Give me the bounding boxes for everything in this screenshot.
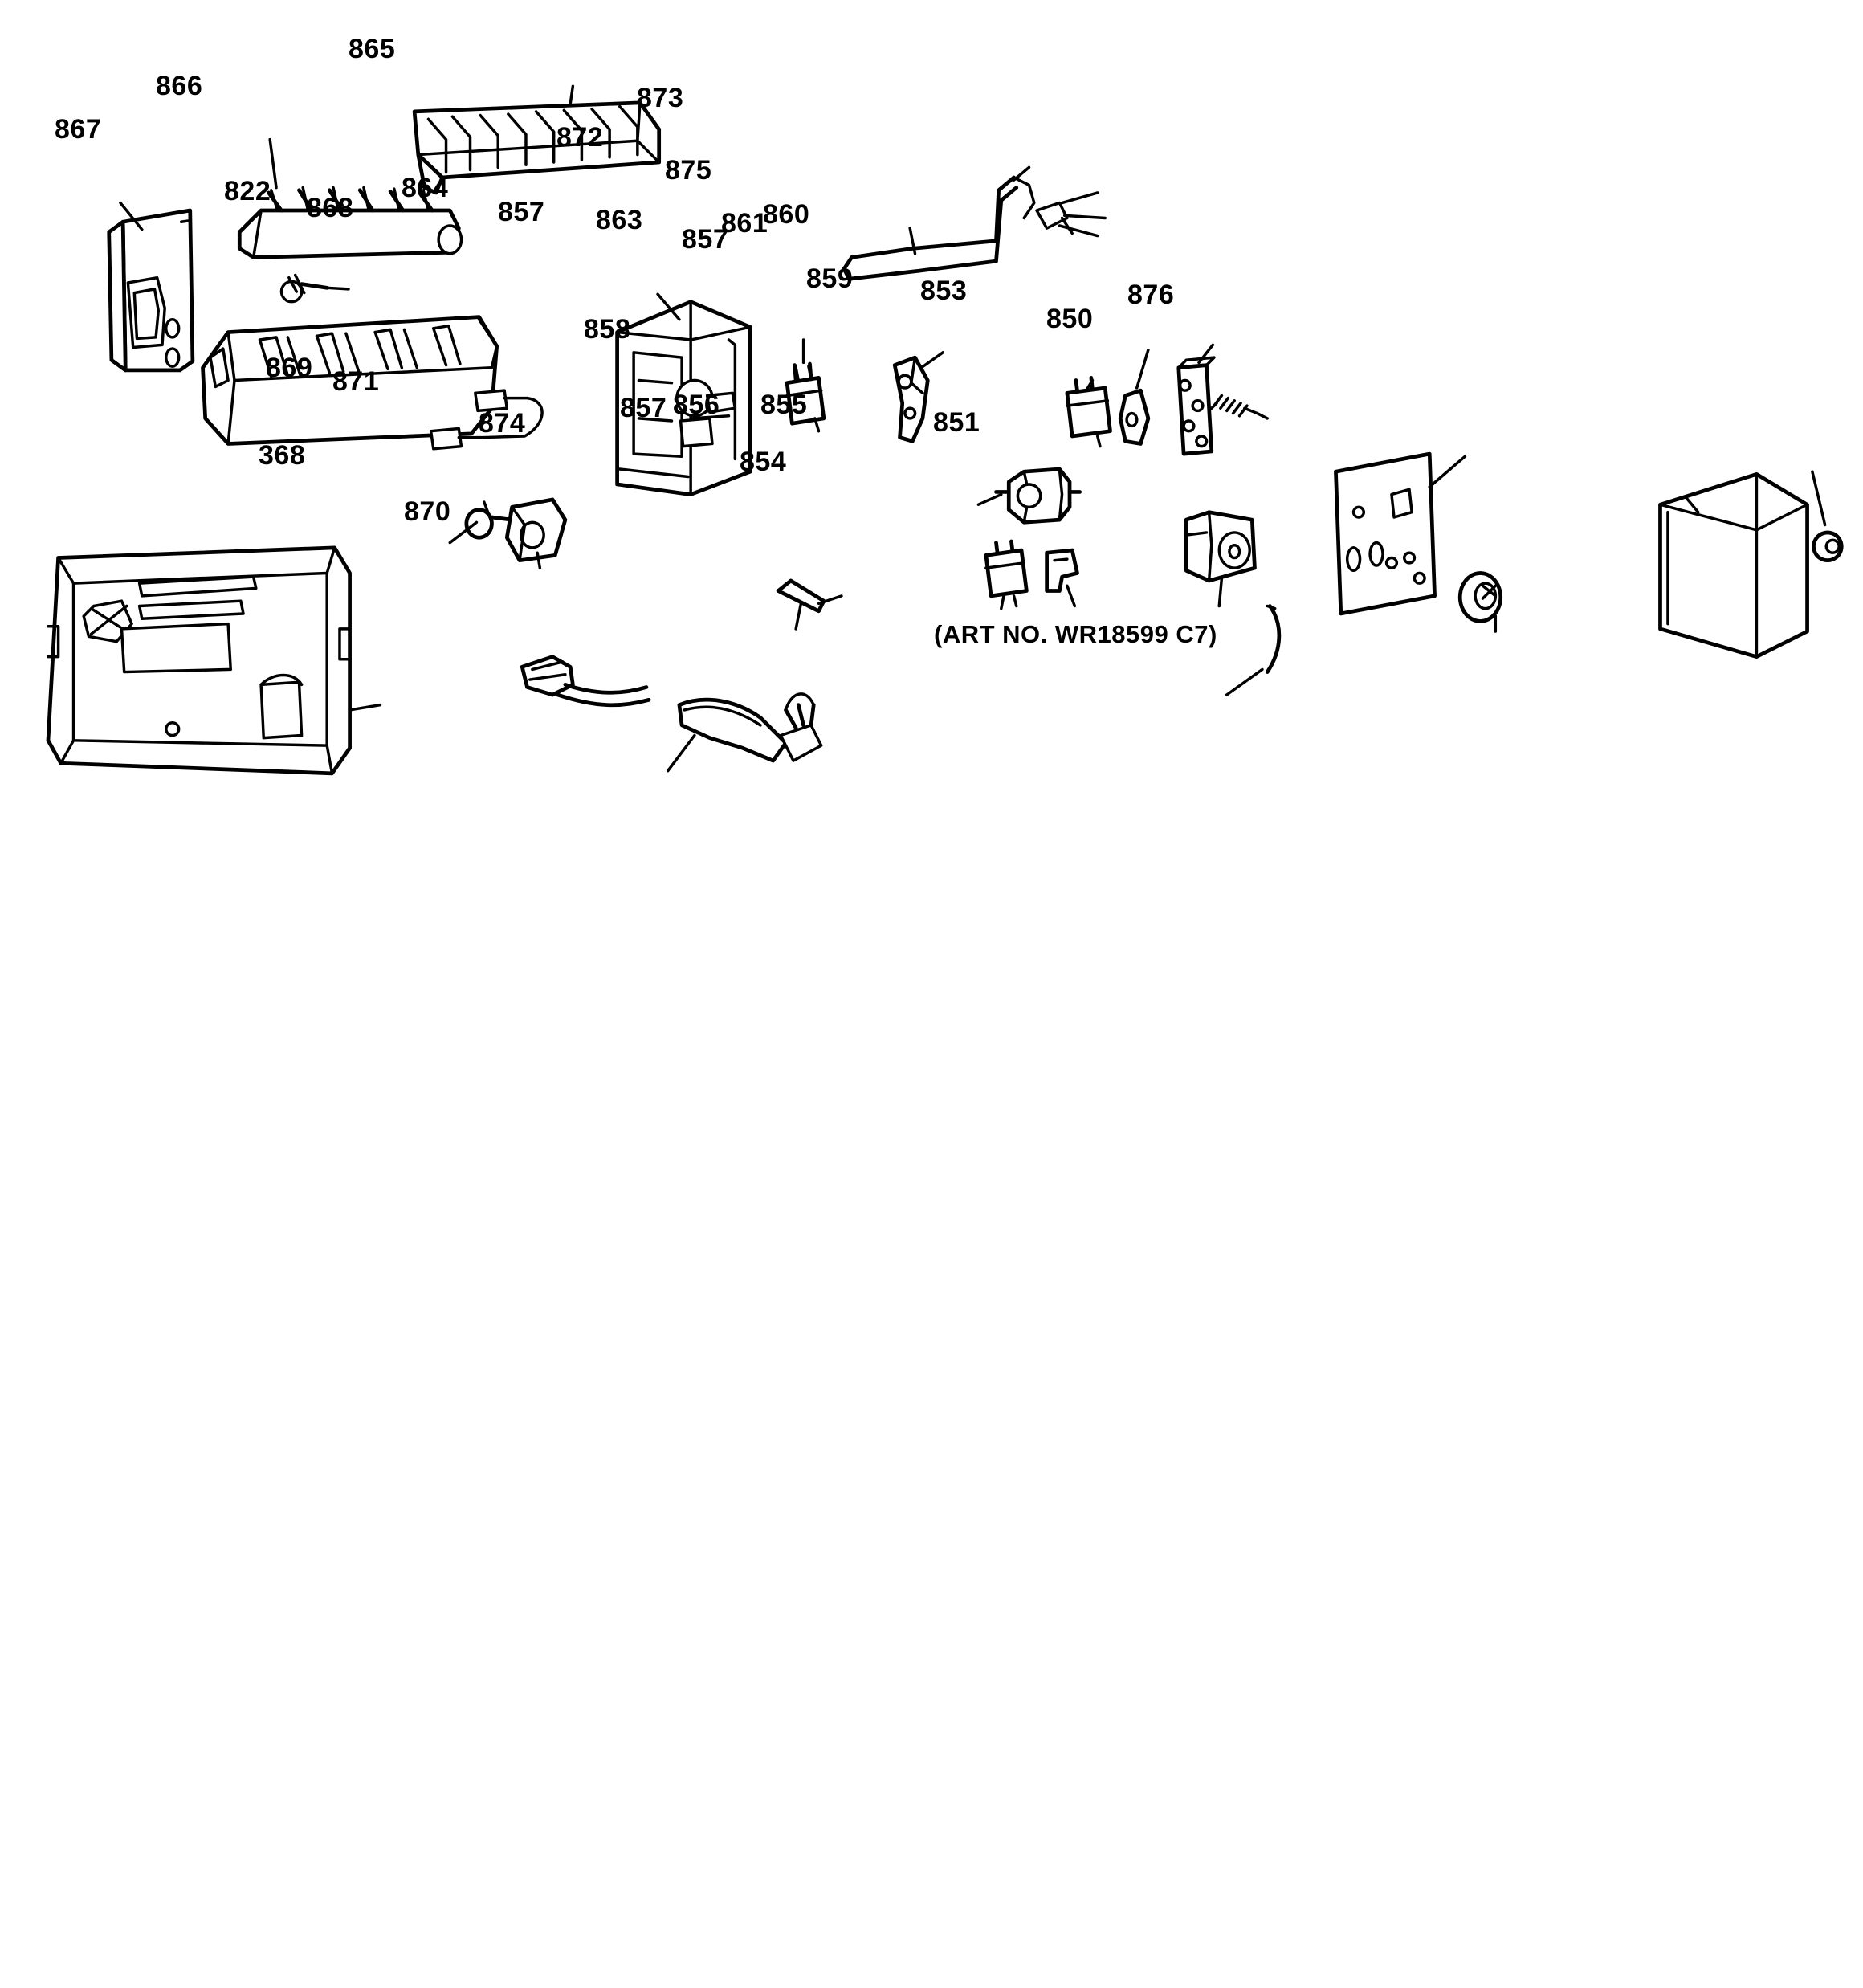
leader-874 bbox=[796, 603, 801, 629]
part-857-switch-c bbox=[986, 541, 1027, 606]
leader-858 bbox=[978, 495, 1001, 505]
callout-368: 368 bbox=[259, 440, 306, 471]
callout-867: 867 bbox=[55, 114, 102, 145]
part-859-spring bbox=[1212, 395, 1258, 415]
part-853-plate bbox=[1335, 454, 1434, 614]
callout-859: 859 bbox=[806, 263, 854, 294]
callout-851: 851 bbox=[933, 407, 980, 438]
part-851-gear bbox=[1460, 573, 1501, 621]
leader-859 bbox=[1258, 414, 1268, 418]
leader-822 bbox=[327, 288, 349, 289]
callout-872: 872 bbox=[556, 122, 604, 153]
part-860-bracket bbox=[1179, 357, 1214, 454]
leader-866 bbox=[270, 140, 276, 188]
part-876-nut bbox=[1814, 533, 1842, 561]
leader-855 bbox=[1219, 578, 1221, 606]
callout-865: 865 bbox=[349, 34, 396, 64]
part-822-screw bbox=[281, 276, 327, 302]
leader-876 bbox=[1812, 471, 1825, 525]
part-863-lever bbox=[895, 357, 927, 441]
part-867-bracket bbox=[109, 210, 193, 370]
leader-368 bbox=[350, 705, 381, 710]
callout-873: 873 bbox=[637, 83, 684, 113]
part-368-panel bbox=[48, 548, 350, 774]
part-850-cover bbox=[1660, 474, 1807, 656]
part-854-tube bbox=[1267, 606, 1279, 672]
art-number-note: (ART NO. WR18599 C7) bbox=[934, 620, 1217, 648]
callout-866: 866 bbox=[156, 71, 203, 101]
callout-875: 875 bbox=[665, 155, 712, 186]
leader-873 bbox=[1014, 167, 1029, 180]
leader-854 bbox=[1227, 669, 1262, 695]
callout-853: 853 bbox=[920, 276, 968, 306]
part-856-clip bbox=[1047, 550, 1078, 591]
callout-874: 874 bbox=[479, 408, 526, 439]
part-865-tray bbox=[414, 103, 659, 193]
callout-864: 864 bbox=[402, 173, 449, 203]
callout-870: 870 bbox=[404, 496, 451, 527]
callout-876: 876 bbox=[1127, 280, 1175, 310]
callout-860: 860 bbox=[763, 199, 810, 230]
leader-861 bbox=[1137, 350, 1148, 388]
part-861-insulator bbox=[1120, 390, 1148, 443]
part-872-873-875-tube bbox=[844, 178, 1105, 279]
part-855-motor bbox=[1186, 512, 1254, 581]
part-869-screw bbox=[467, 502, 512, 537]
callout-857-b: 857 bbox=[682, 224, 729, 255]
part-870-harness bbox=[522, 657, 821, 761]
leader-856 bbox=[1067, 586, 1074, 606]
callout-857-a: 857 bbox=[498, 197, 545, 227]
leader-853 bbox=[1429, 456, 1465, 487]
callout-863: 863 bbox=[596, 205, 643, 235]
part-874-rod bbox=[778, 581, 842, 611]
callout-856: 856 bbox=[673, 390, 720, 420]
callout-858: 858 bbox=[584, 314, 631, 345]
callout-871: 871 bbox=[332, 366, 380, 397]
leader-865 bbox=[570, 86, 573, 104]
callout-850: 850 bbox=[1046, 304, 1094, 334]
callout-822: 822 bbox=[224, 176, 271, 206]
callout-855: 855 bbox=[760, 390, 808, 420]
part-858-valve bbox=[996, 469, 1079, 522]
callout-857-c: 857 bbox=[620, 393, 667, 423]
callout-861: 861 bbox=[721, 208, 768, 239]
callout-869: 869 bbox=[266, 353, 313, 383]
part-871-plate bbox=[507, 500, 565, 561]
leader-857c bbox=[1001, 596, 1004, 609]
leader-863 bbox=[921, 353, 943, 368]
leader-870 bbox=[668, 735, 695, 770]
callout-868: 868 bbox=[307, 193, 354, 223]
callout-854: 854 bbox=[740, 447, 787, 477]
